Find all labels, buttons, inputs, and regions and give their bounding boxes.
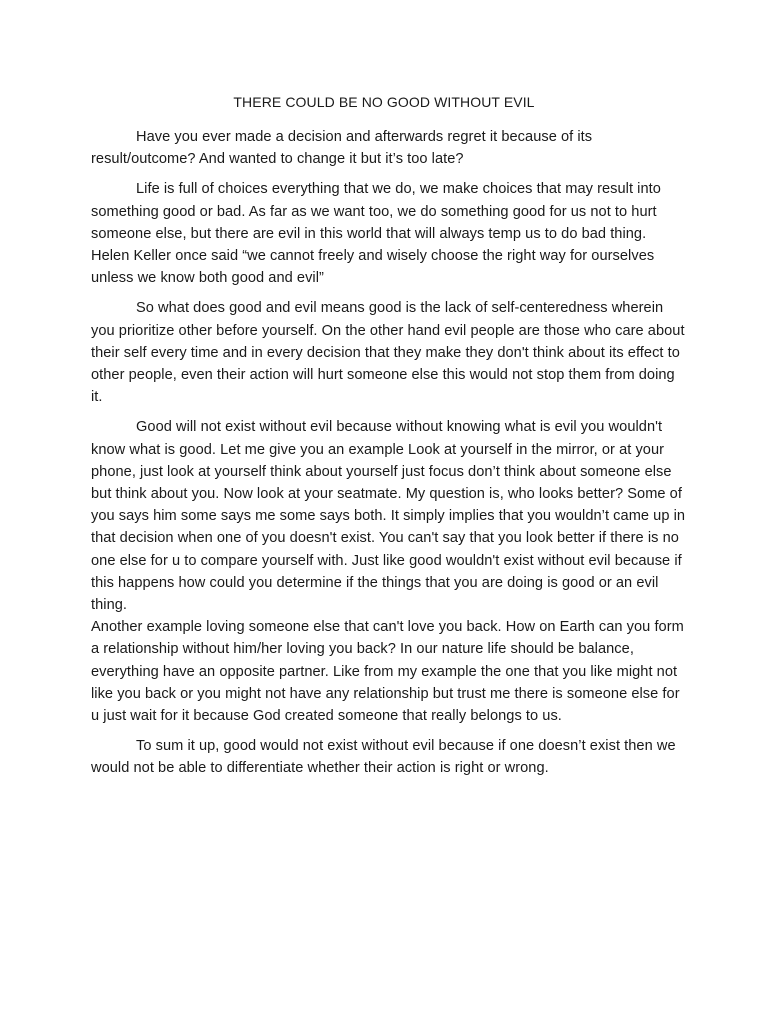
- paragraph-1: Have you ever made a decision and afterwards regret it because of its result/outcome? And wanted to change it but it’s too late?: [91, 129, 593, 168]
- paragraph-5: Another example loving someone else that can't love you back. How on Earth can you form a relationship without him/her loving you back? In our nature life should be balance, everything have an opposite partner. Like from my example the one that you like might not like you back or you might not have any relationship but trust me there is someone else for u just wait for it because God created someone that really belongs to us.: [91, 619, 684, 725]
- paragraph-4: Good will not exist without evil because without knowing what is evil you wouldn't know what is good. Let me give you an example Look at yourself in the mirror, or at your phone, just look at yourself think about yourself just focus don’t think about someone else but think about you. Now look at your seatmate. My question is, who looks better? Some of you says him some says me some says both. It simply implies that you wouldn’t came up in that decision when one of you doesn't exist. You can't say that you look better if there is no one else for u to compare yourself with. Just like good wouldn't exist without evil because if this happens how could you determine if the things that you are doing is good or an evil thing.: [91, 419, 686, 614]
- document-body: [91, 126, 687, 780]
- paragraph-6: To sum it up, good would not exist without evil because if one doesn’t exist then we would not be able to differentiate whether their action is right or wrong.: [91, 738, 676, 777]
- paragraph-2: Life is full of choices everything that we do, we make choices that may result into something good or bad. As far as we want too, we do something good for us not to hurt someone else, but there are evil in this world that will always temp us to do bad thing. Helen Keller once said “we cannot freely and wisely choose the right way for ourselves unless we know both good and evil”: [91, 181, 661, 287]
- paragraph-3: So what does good and evil means good is the lack of self-centeredness wherein you prioritize other before yourself. On the other hand evil people are those who care about their self every time and in every decision that they make they don't think about its effect to other people, even their action will hurt someone else this would not stop them from doing it.: [91, 300, 685, 406]
- document-title: THERE COULD BE NO GOOD WITHOUT EVIL: [233, 94, 535, 110]
